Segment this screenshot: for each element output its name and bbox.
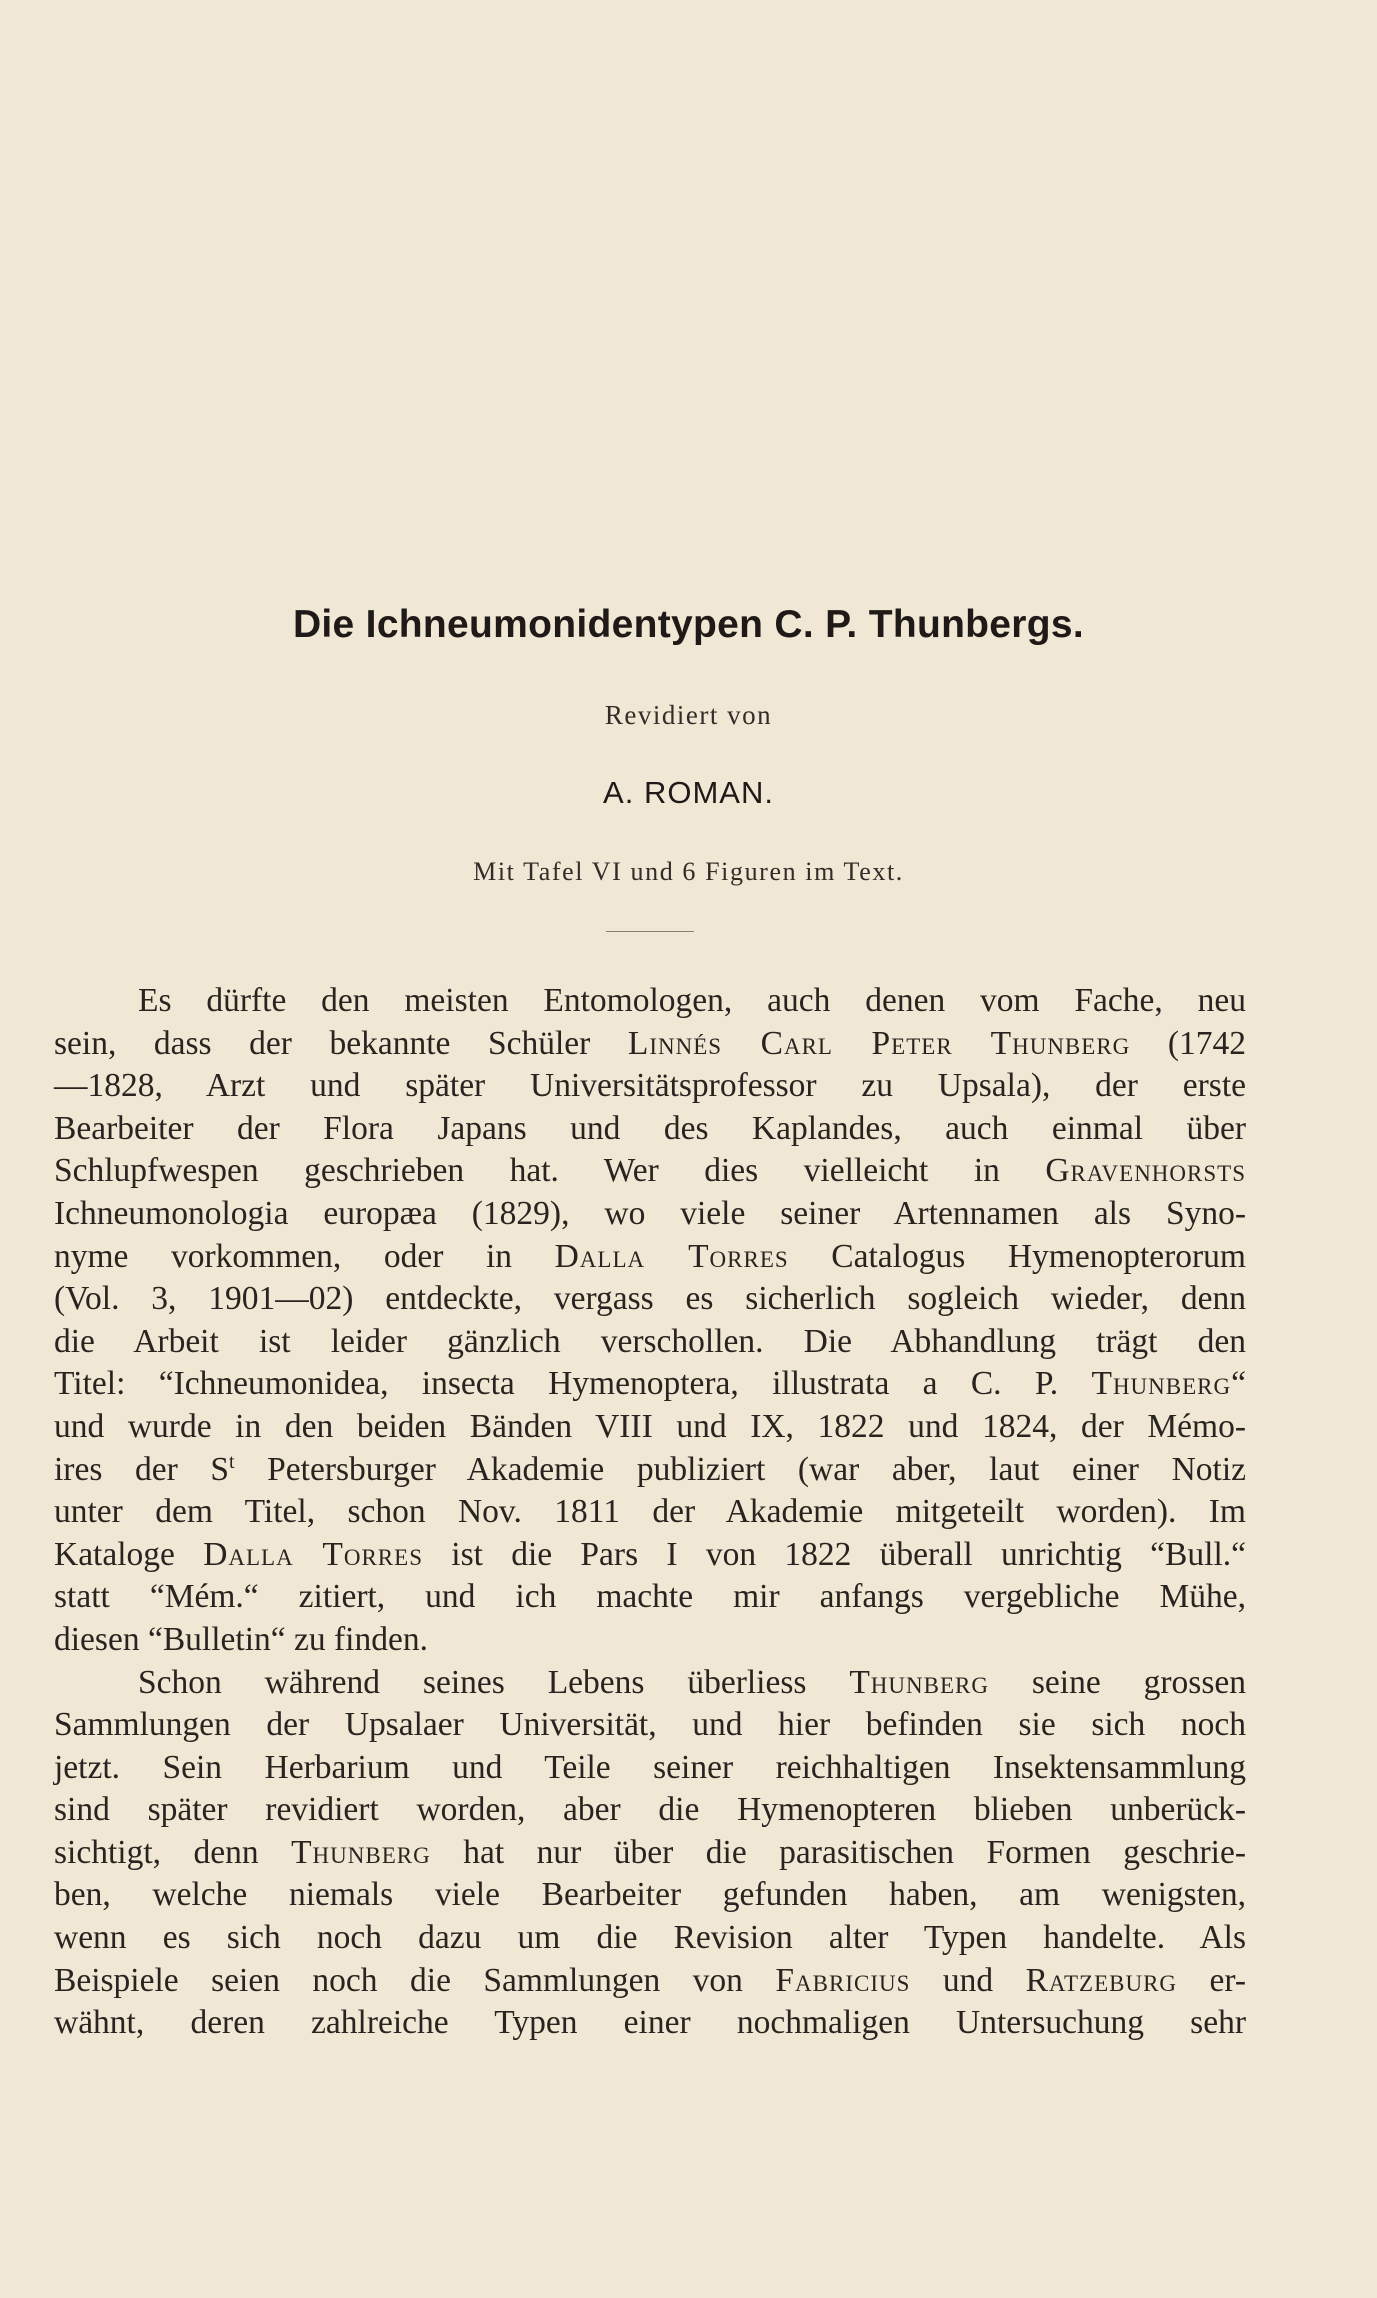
text-run: (1742 [1130, 1024, 1246, 1062]
text-line [54, 1534, 1246, 1577]
text-line: sind später revidiert worden, aber die Hymenopteren blieben unberück- [54, 1791, 1246, 1829]
text-line: Bearbeiter der Flora Japans und des Kaplandes, auch einmal über [54, 1109, 1246, 1147]
article-subtitle: Mit Tafel VI und 6 Figuren im Text. [473, 857, 904, 886]
text-line: jetzt. Sein Herbarium und Teile seiner reichhaltigen Insektensammlung [54, 1748, 1246, 1786]
text-line: (Vol. 3, 1901—02) entdeckte, vergass es sicherlich sogleich wieder, denn [54, 1280, 1246, 1318]
text-run: Petersburger Akademie publiziert (war aber, laut einer Notiz [234, 1450, 1246, 1488]
text-run: seine grossen [988, 1663, 1246, 1701]
text-run: ires der S [54, 1450, 229, 1488]
author-name: A. ROMAN. [603, 775, 774, 810]
text-run: Kataloge [54, 1535, 204, 1573]
author-name-smallcaps: Thunberg [849, 1663, 989, 1701]
text-run: Catalogus Hymenopterorum [788, 1237, 1246, 1275]
text-run: sein, dass der bekannte Schüler [54, 1024, 628, 1062]
text-line [54, 1236, 1246, 1279]
text-line [54, 1832, 1246, 1875]
author-name-smallcaps: Gravenhorsts [1045, 1152, 1246, 1190]
text-run: Titel: “Ichneumonidea, insecta Hymenoptera, illustrata a C. P. [54, 1365, 1092, 1403]
revised-by-label: Revidiert von [604, 700, 773, 730]
text-line: diesen “Bulletin“ zu finden. [54, 1620, 428, 1658]
article-title: Die Ichneumonidentypen C. P. Thunbergs. [292, 603, 1085, 646]
paragraph-1 [54, 980, 1246, 1662]
text-run: Schlupfwespen geschrieben hat. Wer dies vielleicht in [54, 1152, 1046, 1190]
text-run: hat nur über die parasitischen Formen geschrie- [430, 1833, 1246, 1871]
text-line: statt “Mém.“ zitiert, und ich machte mir anfangs vergebliche Mühe, [54, 1578, 1246, 1616]
text-line: Es dürfte den meisten Entomologen, auch denen vom Fache, neu [138, 982, 1246, 1019]
title-divider [606, 931, 694, 932]
text-line [54, 1449, 1246, 1492]
author-name-smallcaps: Ratzeburg [1025, 1961, 1178, 1999]
text-line: wähnt, deren zahlreiche Typen einer nochmaligen Untersuchung sehr [54, 2004, 1246, 2042]
text-run: sichtigt, denn [54, 1833, 292, 1871]
text-run: “ [1231, 1365, 1246, 1403]
text-line [54, 1662, 1246, 1705]
body-text [54, 980, 1246, 2045]
text-run: nyme vorkommen, oder in [54, 1237, 555, 1275]
text-line: —1828, Arzt und später Universitätsprofessor zu Upsala), der erste [54, 1067, 1246, 1105]
author-name-smallcaps: Dalla Torres [203, 1535, 423, 1573]
text-line [54, 1960, 1246, 2003]
author-name-smallcaps: Thunberg [291, 1833, 431, 1871]
author-name-smallcaps: Linnés Carl Peter Thunberg [627, 1024, 1131, 1062]
text-line: und wurde in den beiden Bänden VIII und IX, 1822 und 1824, der Mémo- [54, 1407, 1246, 1445]
text-line: unter dem Titel, schon Nov. 1811 der Akademie mitgeteilt worden). Im [54, 1493, 1246, 1531]
author-name-smallcaps: Thunberg [1091, 1365, 1232, 1403]
text-line: die Arbeit ist leider gänzlich verschollen. Die Abhandlung trägt den [54, 1322, 1246, 1360]
text-line [54, 1023, 1246, 1066]
text-line [54, 1363, 1246, 1406]
text-run: Beispiele seien noch die Sammlungen von [54, 1961, 776, 1999]
text-line: Sammlungen der Upsalaer Universität, und hier befinden sie sich noch [54, 1706, 1246, 1744]
author-name-smallcaps: Dalla Torres [554, 1237, 789, 1275]
text-run: ist die Pars I von 1822 überall unrichtig “Bull.“ [423, 1535, 1246, 1573]
text-run: er- [1177, 1961, 1247, 1999]
text-run: Schon während seines Lebens überliess [138, 1663, 850, 1701]
paragraph-2 [54, 1662, 1246, 2045]
text-line: ben, welche niemals viele Bearbeiter gefunden haben, am wenigsten, [54, 1876, 1246, 1914]
superscript: t [229, 1450, 235, 1473]
text-line [54, 1150, 1246, 1193]
author-name-smallcaps: Fabricius [775, 1961, 911, 1999]
text-line: Ichneumonologia europæa (1829), wo viele seiner Artennamen als Syno- [54, 1194, 1246, 1232]
text-run: und [910, 1961, 1026, 1999]
text-line: wenn es sich noch dazu um die Revision alter Typen handelte. Als [54, 1919, 1246, 1957]
